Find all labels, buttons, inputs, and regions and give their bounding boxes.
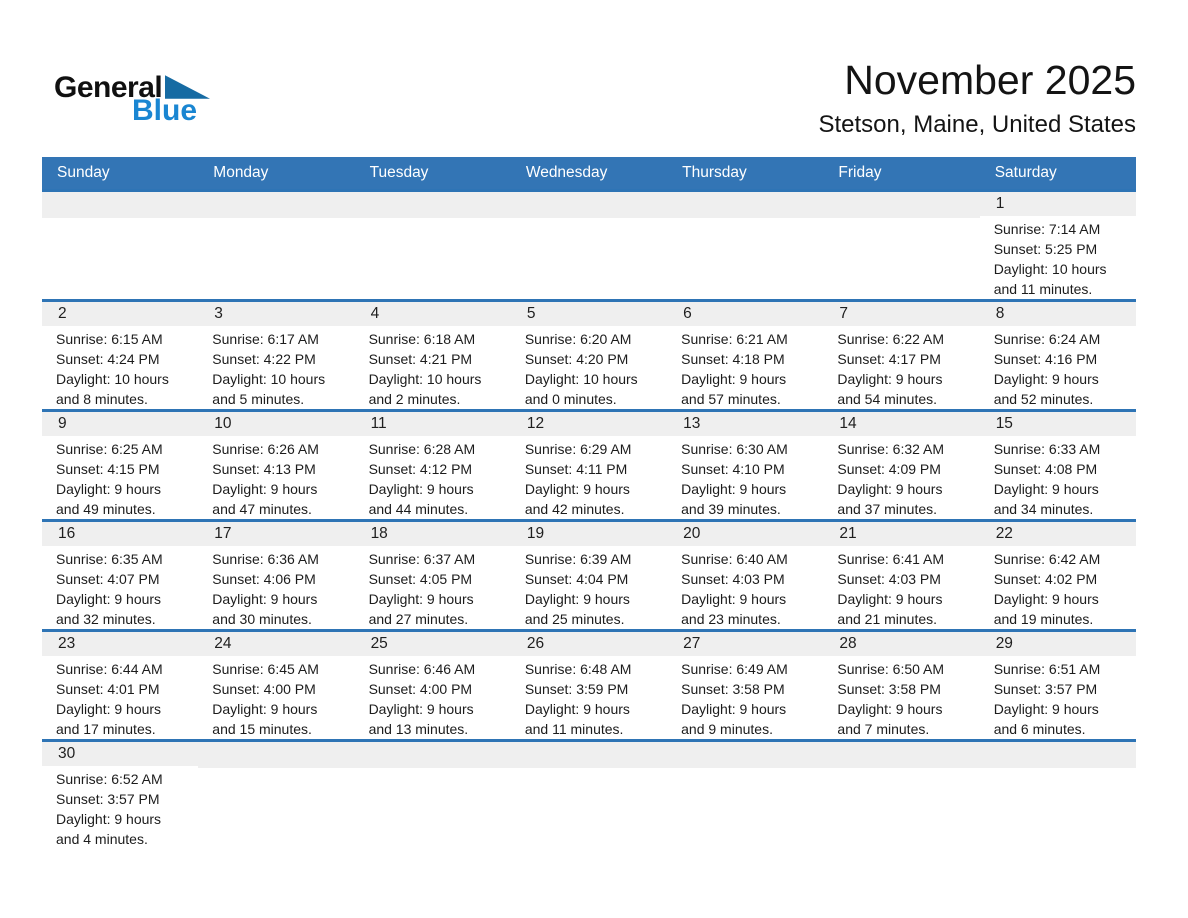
day-detail-line: and 27 minutes.	[368, 611, 469, 627]
day-detail-line: and 0 minutes.	[524, 391, 617, 407]
day-detail-line: Sunset: 4:07 PM	[56, 571, 160, 587]
day-detail-line: Sunrise: 6:45 AM	[212, 661, 319, 677]
day-cell-20	[667, 522, 823, 629]
day-detail-line: Sunrise: 6:51 AM	[993, 661, 1101, 677]
day-number: 27	[667, 632, 823, 656]
day-number: 25	[355, 632, 511, 656]
day-detail-line: Sunrise: 6:46 AM	[368, 661, 476, 677]
day-detail-line: Sunset: 4:18 PM	[681, 351, 785, 367]
day-detail-line: and 11 minutes.	[993, 281, 1093, 297]
day-cell-28	[823, 632, 979, 739]
day-number: 15	[980, 412, 1136, 436]
day-detail-line: Sunset: 4:16 PM	[993, 351, 1098, 367]
day-detail-line: and 52 minutes.	[993, 391, 1094, 407]
day-detail-line: Sunset: 4:00 PM	[368, 681, 473, 697]
day-details	[42, 436, 198, 519]
day-detail-line: Daylight: 9 hours	[212, 481, 318, 497]
day-detail-line: Sunset: 4:06 PM	[212, 571, 316, 587]
day-detail-line: Sunset: 4:03 PM	[837, 571, 941, 587]
day-cell-27	[667, 632, 823, 739]
empty-day-cell	[667, 192, 823, 299]
day-detail-line: Daylight: 9 hours	[837, 591, 943, 607]
week-row-5	[42, 629, 1136, 739]
day-detail-line: and 49 minutes.	[56, 501, 156, 517]
day-number: 5	[511, 302, 667, 326]
day-details	[355, 436, 511, 519]
day-detail-line: Daylight: 9 hours	[681, 591, 787, 607]
day-cell-3	[198, 302, 354, 409]
day-cell-23	[42, 632, 198, 739]
day-details	[823, 656, 979, 739]
day-cell-2	[42, 302, 198, 409]
day-number	[511, 742, 667, 768]
day-detail-line: Daylight: 9 hours	[993, 591, 1099, 607]
day-detail-line: Sunset: 4:04 PM	[524, 571, 629, 587]
day-detail-line: Daylight: 9 hours	[368, 701, 474, 717]
day-detail-line: Sunrise: 6:29 AM	[524, 441, 632, 457]
day-detail-line: Sunset: 3:58 PM	[681, 681, 785, 697]
day-detail-line: Sunrise: 6:40 AM	[681, 551, 788, 567]
day-detail-line: and 19 minutes.	[993, 611, 1094, 627]
day-detail-line: Sunset: 4:11 PM	[524, 461, 628, 477]
day-number: 18	[355, 522, 511, 546]
empty-day-cell	[511, 192, 667, 299]
empty-day-cell	[355, 192, 511, 299]
weekday-tuesday: Tuesday	[369, 164, 429, 181]
day-detail-line: Sunrise: 6:26 AM	[212, 441, 319, 457]
week-row-3	[42, 409, 1136, 519]
day-cell-24	[198, 632, 354, 739]
calendar-table	[42, 157, 1136, 849]
day-detail-line: Daylight: 9 hours	[56, 591, 162, 607]
day-details	[823, 546, 979, 629]
day-cell-29	[980, 632, 1136, 739]
day-detail-line: Sunset: 3:58 PM	[837, 681, 941, 697]
week-row-4	[42, 519, 1136, 629]
day-detail-line: Daylight: 9 hours	[993, 371, 1099, 387]
day-cell-30	[42, 742, 198, 849]
day-number	[198, 742, 354, 768]
day-number: 4	[355, 302, 511, 326]
day-number	[355, 742, 511, 768]
day-cell-17	[198, 522, 354, 629]
day-number: 7	[823, 302, 979, 326]
day-detail-line: Daylight: 9 hours	[212, 701, 318, 717]
empty-day-cell	[823, 742, 979, 849]
day-detail-line: Sunset: 4:17 PM	[837, 351, 941, 367]
empty-day-cell	[42, 192, 198, 299]
day-cell-8	[980, 302, 1136, 409]
day-detail-line: Daylight: 9 hours	[524, 481, 630, 497]
day-detail-line: Sunrise: 6:36 AM	[212, 551, 319, 567]
day-detail-line: Daylight: 10 hours	[56, 371, 169, 387]
weekday-friday: Friday	[838, 164, 882, 181]
day-number: 12	[511, 412, 667, 436]
weekday-thursday: Thursday	[682, 164, 747, 181]
day-detail-line: and 42 minutes.	[524, 501, 625, 517]
day-details	[198, 656, 354, 739]
day-details	[667, 546, 823, 629]
day-details	[355, 656, 511, 739]
day-detail-line: Daylight: 9 hours	[681, 701, 787, 717]
day-number: 22	[980, 522, 1136, 546]
day-detail-line: Sunrise: 6:28 AM	[368, 441, 476, 457]
day-number: 1	[980, 192, 1136, 216]
day-details	[511, 218, 667, 221]
day-details	[823, 436, 979, 519]
day-detail-line: Sunset: 4:15 PM	[56, 461, 160, 477]
day-details	[198, 436, 354, 519]
day-details	[980, 216, 1136, 299]
day-number	[42, 192, 198, 218]
week-row-6	[42, 739, 1136, 849]
day-cell-14	[823, 412, 979, 519]
day-detail-line: and 15 minutes.	[212, 721, 312, 737]
day-detail-line: Sunset: 4:00 PM	[212, 681, 316, 697]
day-details	[980, 768, 1136, 771]
day-detail-line: Sunset: 4:02 PM	[993, 571, 1098, 587]
day-details	[980, 436, 1136, 519]
empty-day-cell	[198, 192, 354, 299]
day-cell-6	[667, 302, 823, 409]
day-detail-line: Sunrise: 6:37 AM	[368, 551, 476, 567]
day-number	[980, 742, 1136, 768]
day-cell-12	[511, 412, 667, 519]
day-number: 3	[198, 302, 354, 326]
day-detail-line: Daylight: 9 hours	[681, 481, 787, 497]
day-details	[667, 436, 823, 519]
day-detail-line: Daylight: 9 hours	[681, 371, 787, 387]
day-detail-line: Sunrise: 6:50 AM	[837, 661, 945, 677]
day-details	[355, 326, 511, 409]
day-cell-15	[980, 412, 1136, 519]
day-number: 10	[198, 412, 354, 436]
day-details	[42, 326, 198, 409]
day-detail-line: Sunset: 4:05 PM	[368, 571, 473, 587]
week-row-2	[42, 299, 1136, 409]
day-detail-line: Sunrise: 6:15 AM	[56, 331, 163, 347]
day-detail-line: and 17 minutes.	[56, 721, 156, 737]
day-details	[198, 326, 354, 409]
empty-day-cell	[980, 742, 1136, 849]
day-detail-line: Sunset: 3:57 PM	[56, 791, 160, 807]
day-detail-line: Sunrise: 6:52 AM	[56, 771, 163, 787]
weekday-saturday: Saturday	[994, 164, 1057, 181]
day-detail-line: Daylight: 9 hours	[993, 481, 1099, 497]
day-number	[823, 192, 979, 218]
day-detail-line: Sunrise: 6:21 AM	[681, 331, 788, 347]
day-details	[980, 656, 1136, 739]
day-detail-line: Sunrise: 6:17 AM	[212, 331, 319, 347]
day-detail-line: Daylight: 9 hours	[368, 481, 474, 497]
day-number	[355, 192, 511, 218]
day-detail-line: Daylight: 9 hours	[524, 701, 630, 717]
day-details	[42, 218, 198, 221]
title-block	[818, 56, 1136, 139]
day-detail-line: and 25 minutes.	[524, 611, 625, 627]
day-cell-19	[511, 522, 667, 629]
day-number: 2	[42, 302, 198, 326]
day-detail-line: Sunrise: 6:44 AM	[56, 661, 163, 677]
day-detail-line: Sunrise: 6:41 AM	[837, 551, 945, 567]
day-details	[198, 768, 354, 771]
day-number: 30	[42, 742, 198, 766]
day-number: 21	[823, 522, 979, 546]
day-detail-line: Sunset: 3:57 PM	[993, 681, 1098, 697]
day-detail-line: and 9 minutes.	[681, 721, 773, 737]
day-number: 17	[198, 522, 354, 546]
day-cell-7	[823, 302, 979, 409]
day-details	[198, 546, 354, 629]
day-detail-line: and 5 minutes.	[212, 391, 305, 407]
day-detail-line: Daylight: 9 hours	[212, 591, 318, 607]
day-number: 24	[198, 632, 354, 656]
day-detail-line: Sunrise: 6:49 AM	[681, 661, 788, 677]
day-cell-18	[355, 522, 511, 629]
day-cell-16	[42, 522, 198, 629]
day-detail-line: Sunset: 4:08 PM	[993, 461, 1098, 477]
day-detail-line: and 8 minutes.	[56, 391, 148, 407]
day-number: 28	[823, 632, 979, 656]
day-detail-line: Daylight: 9 hours	[837, 371, 943, 387]
day-detail-line: and 13 minutes.	[368, 721, 469, 737]
day-number	[198, 192, 354, 218]
day-detail-line: Sunrise: 6:42 AM	[993, 551, 1101, 567]
page-title: November 2025	[844, 57, 1136, 103]
day-number: 9	[42, 412, 198, 436]
weekday-wednesday: Wednesday	[525, 164, 608, 181]
day-details	[823, 218, 979, 221]
day-detail-line: Daylight: 10 hours	[368, 371, 482, 387]
day-detail-line: and 39 minutes.	[681, 501, 781, 517]
day-detail-line: Sunset: 3:59 PM	[524, 681, 629, 697]
day-number: 23	[42, 632, 198, 656]
day-detail-line: and 4 minutes.	[56, 831, 148, 847]
day-number: 8	[980, 302, 1136, 326]
day-detail-line: Sunrise: 6:33 AM	[993, 441, 1101, 457]
day-details	[823, 326, 979, 409]
logo-text-blue: Blue	[132, 94, 198, 127]
day-detail-line: Sunrise: 6:18 AM	[368, 331, 476, 347]
day-detail-line: Daylight: 9 hours	[837, 701, 943, 717]
day-details	[980, 326, 1136, 409]
day-details	[511, 546, 667, 629]
day-cell-10	[198, 412, 354, 519]
logo-text-general: General	[54, 71, 163, 104]
day-detail-line: Sunrise: 7:14 AM	[993, 221, 1101, 237]
day-details	[355, 218, 511, 221]
day-detail-line: and 6 minutes.	[993, 721, 1086, 737]
day-number: 29	[980, 632, 1136, 656]
day-detail-line: Sunset: 4:12 PM	[368, 461, 473, 477]
empty-day-cell	[198, 742, 354, 849]
day-number: 6	[667, 302, 823, 326]
day-detail-line: Sunset: 4:10 PM	[681, 461, 785, 477]
weekday-header-row	[42, 157, 1136, 189]
day-details	[42, 546, 198, 629]
day-number: 13	[667, 412, 823, 436]
day-cell-22	[980, 522, 1136, 629]
day-details	[667, 768, 823, 771]
day-detail-line: and 30 minutes.	[212, 611, 312, 627]
day-detail-line: Sunrise: 6:20 AM	[524, 331, 632, 347]
day-number	[667, 192, 823, 218]
day-number: 26	[511, 632, 667, 656]
day-detail-line: Sunrise: 6:30 AM	[681, 441, 788, 457]
day-details	[511, 326, 667, 409]
day-number	[511, 192, 667, 218]
day-details	[198, 218, 354, 221]
day-number	[823, 742, 979, 768]
empty-day-cell	[823, 192, 979, 299]
day-cell-9	[42, 412, 198, 519]
day-detail-line: and 32 minutes.	[56, 611, 156, 627]
day-details	[980, 546, 1136, 629]
day-detail-line: Sunset: 4:03 PM	[681, 571, 785, 587]
day-details	[42, 656, 198, 739]
day-detail-line: and 54 minutes.	[837, 391, 938, 407]
day-detail-line: Daylight: 9 hours	[368, 591, 474, 607]
day-detail-line: Sunset: 4:21 PM	[368, 351, 473, 367]
week-row-1	[42, 189, 1136, 299]
page-subtitle: Stetson, Maine, United States	[818, 111, 1136, 138]
day-detail-line: and 11 minutes.	[524, 721, 624, 737]
day-detail-line: Sunset: 4:20 PM	[524, 351, 629, 367]
day-detail-line: and 47 minutes.	[212, 501, 312, 517]
day-detail-line: and 57 minutes.	[681, 391, 781, 407]
day-detail-line: Daylight: 9 hours	[837, 481, 943, 497]
day-details	[511, 656, 667, 739]
day-detail-line: Sunset: 4:09 PM	[837, 461, 941, 477]
day-detail-line: Sunrise: 6:35 AM	[56, 551, 163, 567]
day-detail-line: Daylight: 10 hours	[524, 371, 638, 387]
day-number	[667, 742, 823, 768]
day-number: 14	[823, 412, 979, 436]
empty-day-cell	[667, 742, 823, 849]
day-detail-line: Sunset: 4:13 PM	[212, 461, 316, 477]
day-detail-line: Sunrise: 6:24 AM	[993, 331, 1101, 347]
day-details	[42, 766, 198, 849]
day-detail-line: and 21 minutes.	[837, 611, 938, 627]
day-detail-line: Daylight: 9 hours	[56, 481, 162, 497]
day-detail-line: and 44 minutes.	[368, 501, 469, 517]
day-detail-line: Daylight: 9 hours	[993, 701, 1099, 717]
day-detail-line: Sunrise: 6:25 AM	[56, 441, 163, 457]
day-detail-line: Daylight: 10 hours	[212, 371, 326, 387]
day-detail-line: Sunrise: 6:48 AM	[524, 661, 632, 677]
day-number: 19	[511, 522, 667, 546]
day-detail-line: Sunrise: 6:32 AM	[837, 441, 945, 457]
day-detail-line: Daylight: 9 hours	[56, 811, 162, 827]
day-detail-line: and 34 minutes.	[993, 501, 1094, 517]
day-detail-line: Sunrise: 6:22 AM	[837, 331, 945, 347]
day-cell-25	[355, 632, 511, 739]
day-cell-21	[823, 522, 979, 629]
day-cell-5	[511, 302, 667, 409]
day-number: 16	[42, 522, 198, 546]
day-detail-line: Sunset: 4:22 PM	[212, 351, 316, 367]
day-detail-line: and 7 minutes.	[837, 721, 930, 737]
day-detail-line: and 37 minutes.	[837, 501, 938, 517]
day-detail-line: Sunset: 4:24 PM	[56, 351, 160, 367]
day-details	[823, 768, 979, 771]
day-detail-line: Daylight: 9 hours	[524, 591, 630, 607]
day-cell-1	[980, 192, 1136, 299]
day-cell-11	[355, 412, 511, 519]
weekday-monday: Monday	[213, 164, 269, 181]
day-detail-line: Sunset: 4:01 PM	[56, 681, 160, 697]
day-details	[667, 218, 823, 221]
day-details	[667, 656, 823, 739]
day-details	[355, 768, 511, 771]
day-number: 11	[355, 412, 511, 436]
empty-day-cell	[355, 742, 511, 849]
day-detail-line: Sunrise: 6:39 AM	[524, 551, 632, 567]
day-details	[667, 326, 823, 409]
day-details	[511, 436, 667, 519]
day-detail-line: and 23 minutes.	[681, 611, 781, 627]
empty-day-cell	[511, 742, 667, 849]
day-details	[355, 546, 511, 629]
day-details	[511, 768, 667, 771]
weekday-sunday: Sunday	[57, 164, 110, 181]
day-detail-line: Daylight: 10 hours	[993, 261, 1107, 277]
day-cell-26	[511, 632, 667, 739]
day-cell-4	[355, 302, 511, 409]
day-cell-13	[667, 412, 823, 519]
calendar-weeks	[42, 189, 1136, 849]
day-number: 20	[667, 522, 823, 546]
general-blue-logo	[54, 72, 210, 125]
day-detail-line: and 2 minutes.	[368, 391, 461, 407]
day-detail-line: Sunset: 5:25 PM	[993, 241, 1098, 257]
day-detail-line: Daylight: 9 hours	[56, 701, 162, 717]
